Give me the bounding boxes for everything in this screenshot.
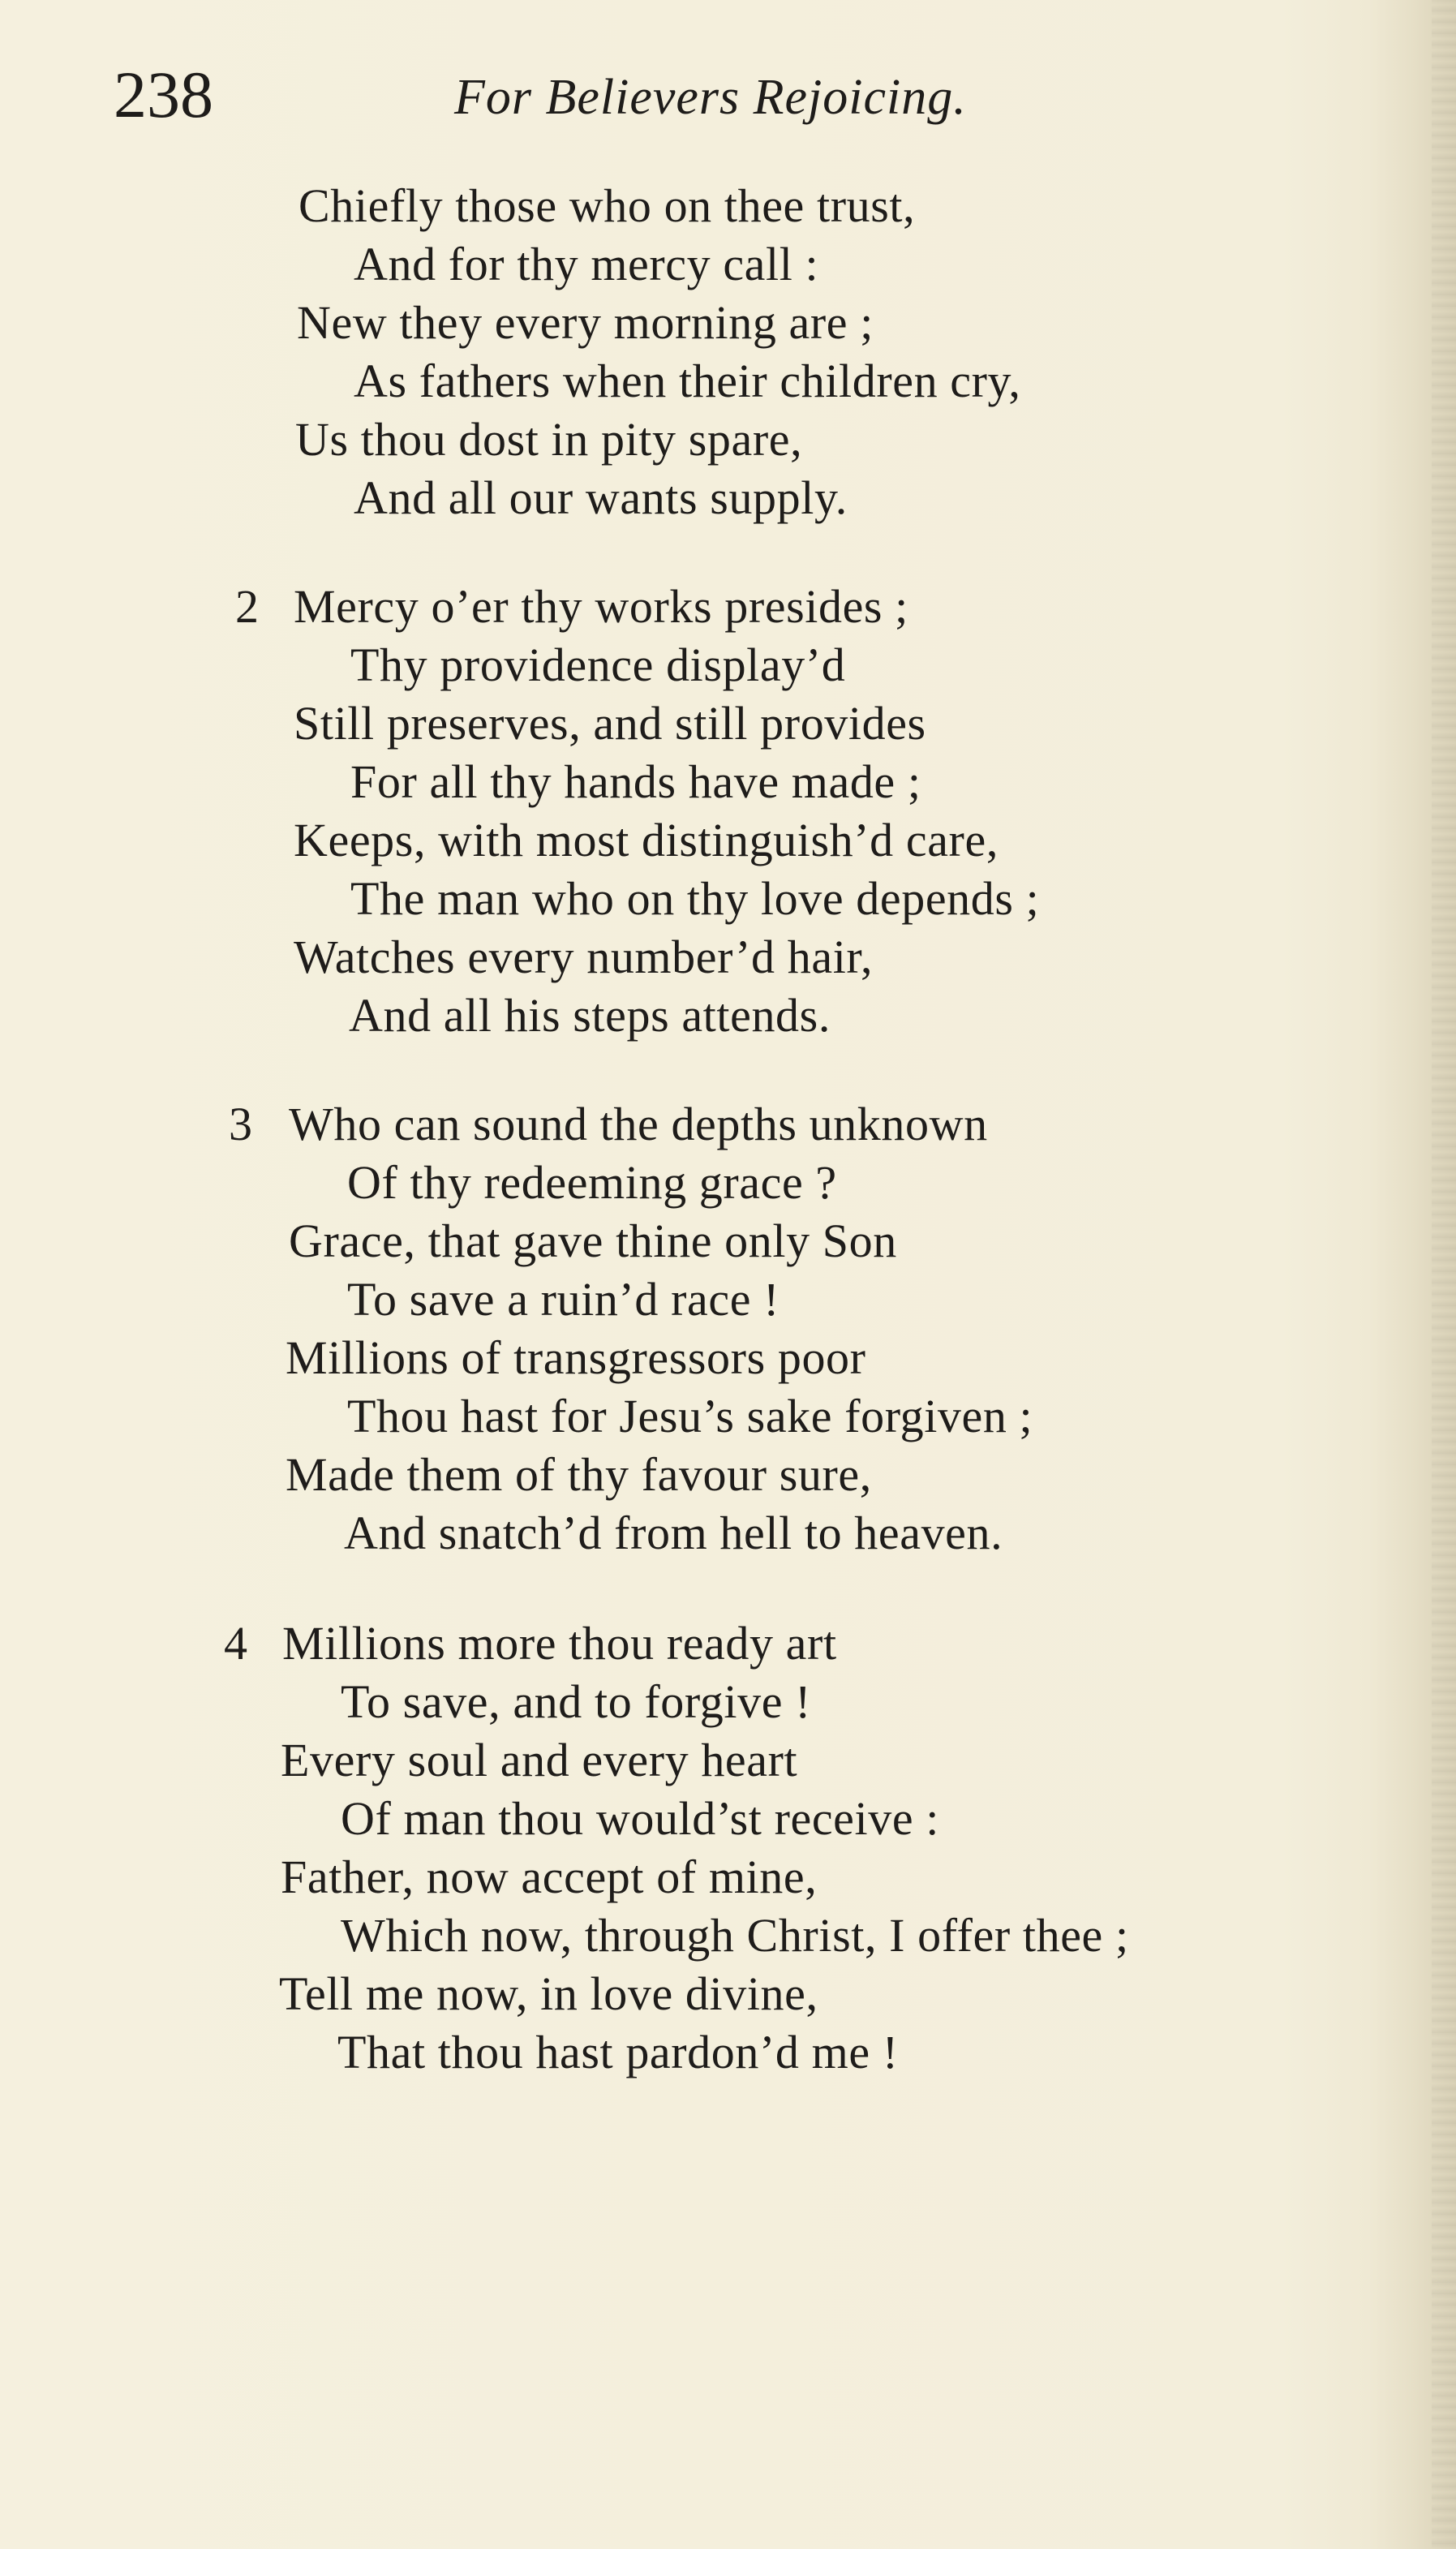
verse-line: Keeps, with most distinguish’d care, — [294, 814, 999, 866]
verse-line: New they every morning are ; — [297, 296, 874, 349]
verse-line: To save a ruin’d race ! — [347, 1273, 780, 1326]
verse-line: Watches every number’d hair, — [294, 931, 874, 983]
verse-line: And snatch’d from hell to heaven. — [344, 1507, 1003, 1559]
stanza-number: 4 — [224, 1617, 247, 1670]
verse-line: Millions more thou ready art — [282, 1617, 837, 1670]
verse-line: Us thou dost in pity spare, — [295, 413, 803, 466]
verse-line: Mercy o’er thy works presides ; — [294, 580, 908, 633]
stanza-number: 3 — [229, 1098, 252, 1150]
page-edge-bleed — [1432, 0, 1456, 2549]
verse-line: To save, and to forgive ! — [341, 1675, 812, 1728]
verse-line: Father, now accept of mine, — [281, 1850, 818, 1903]
verse-line: Which now, through Christ, I offer thee ; — [341, 1909, 1129, 1962]
verse-line: Thou hast for Jesu’s sake forgiven ; — [347, 1390, 1033, 1442]
verse-line: Millions of transgressors poor — [286, 1331, 866, 1384]
page-header — [114, 58, 1087, 131]
verse-line: Thy providence display’d — [350, 638, 846, 691]
verse-line: Tell me now, in love divine, — [279, 1967, 818, 2020]
verse-line: Made them of thy favour sure, — [286, 1448, 872, 1501]
verse-line: Grace, that gave thine only Son — [289, 1214, 897, 1267]
verse-line: That thou hast pardon’d me ! — [337, 2026, 899, 2078]
running-head: For Believers Rejoicing. — [454, 70, 967, 125]
verse-line: Every soul and every heart — [281, 1734, 798, 1786]
page-number: 238 — [114, 58, 213, 131]
verse-line: Of man thou would’st receive : — [341, 1792, 939, 1845]
stanza-number: 2 — [235, 580, 259, 633]
verse-line: Still preserves, and still provides — [294, 697, 926, 750]
verse-line: And all his steps attends. — [349, 989, 831, 1042]
verse-line: The man who on thy love depends ; — [350, 872, 1040, 925]
verse-line: For all thy hands have made ; — [350, 755, 921, 808]
verse-line: And for thy mercy call : — [354, 238, 819, 290]
verse-line: As fathers when their children cry, — [354, 355, 1021, 407]
verse-line: And all our wants supply. — [354, 471, 848, 524]
verse-line: Of thy redeeming grace ? — [347, 1156, 837, 1209]
verse-line: Chiefly those who on thee trust, — [299, 179, 916, 232]
verse-line: Who can sound the depths unknown — [289, 1098, 988, 1150]
